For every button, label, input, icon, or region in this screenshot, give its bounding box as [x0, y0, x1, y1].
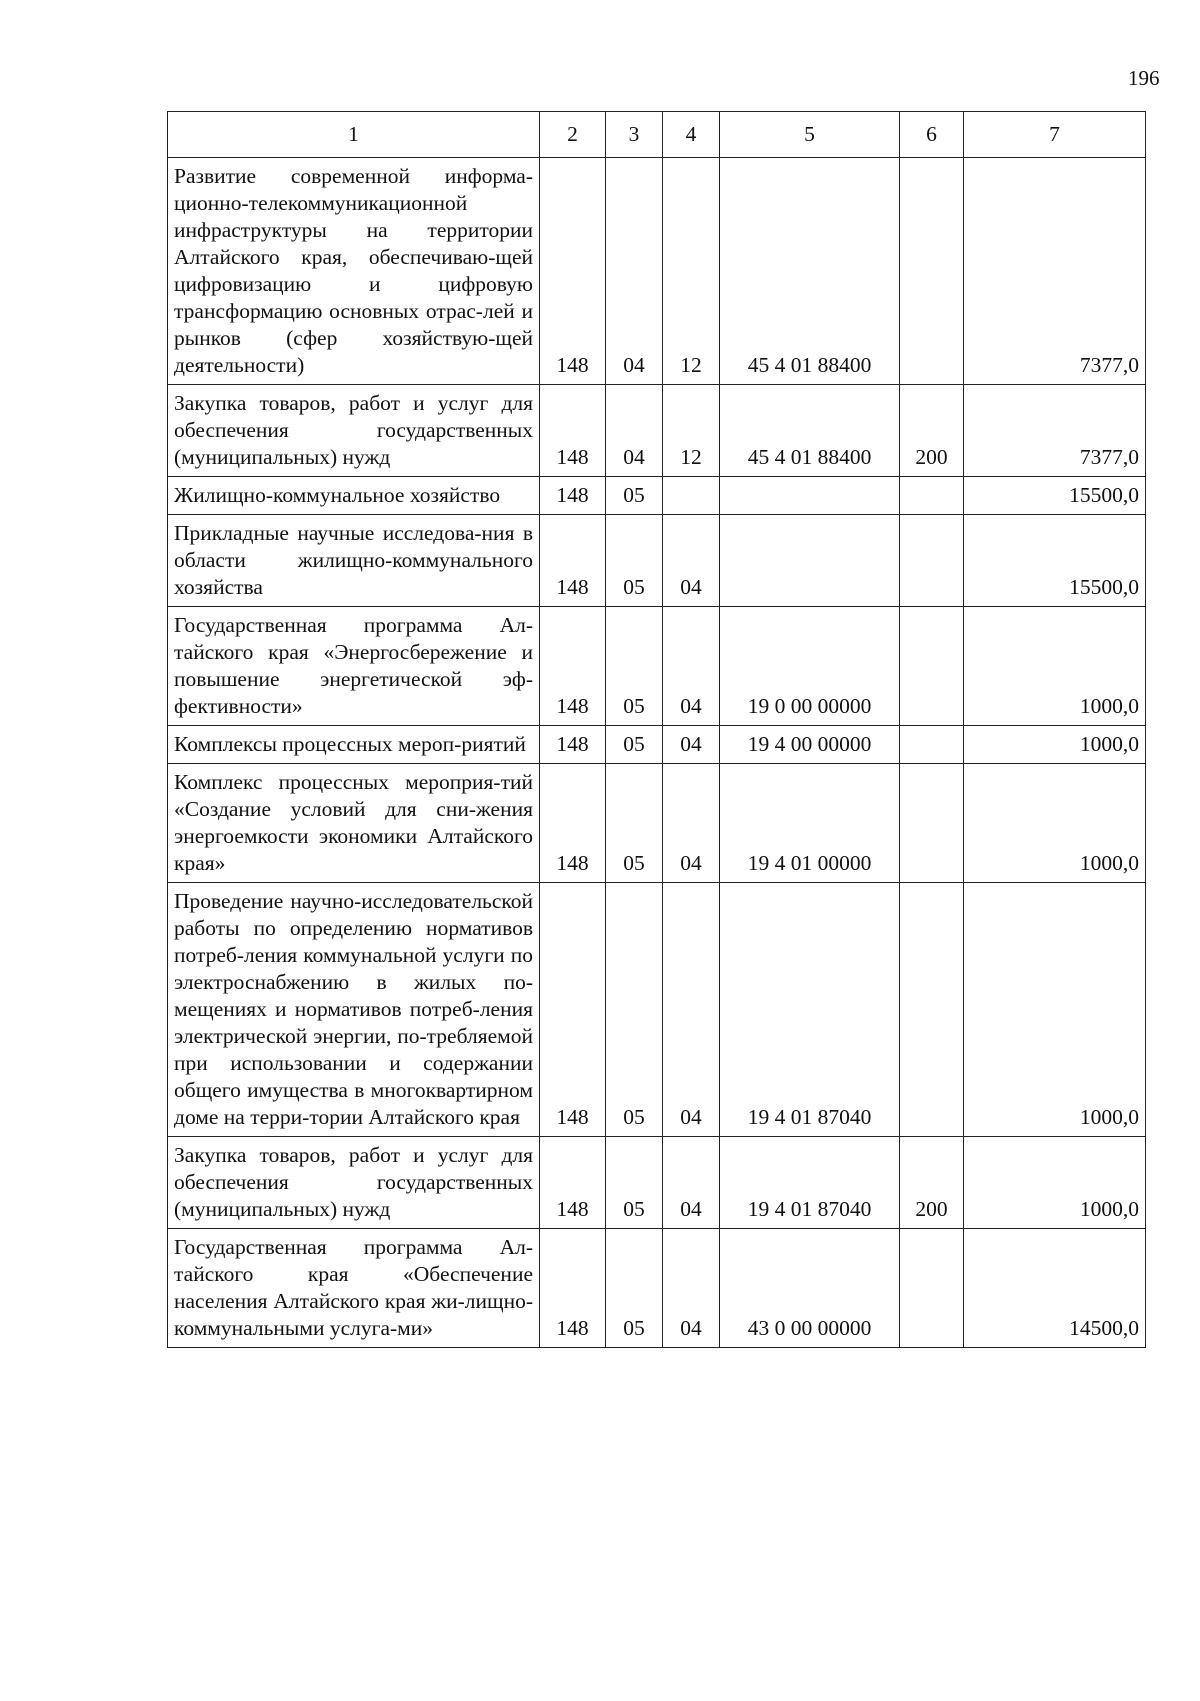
table-row: [168, 477, 1146, 515]
row-description: Закупка товаров, работ и услуг для обеспечения государственных (муниципальных) нужд: [168, 385, 540, 477]
header-cell: 5: [720, 112, 900, 158]
row-col-3: 05: [606, 477, 663, 515]
row-col-6: [900, 1229, 964, 1348]
table-row: [168, 726, 1146, 764]
row-col-2: 148: [540, 385, 606, 477]
table-header-row: [168, 112, 1146, 158]
row-col-4: 04: [663, 764, 720, 883]
row-col-3: 05: [606, 1229, 663, 1348]
row-col-4: 12: [663, 385, 720, 477]
table-row: [168, 1229, 1146, 1348]
row-amount: 1000,0: [964, 726, 1146, 764]
budget-table: [167, 111, 1146, 1348]
row-col-5: 19 4 01 87040: [720, 1137, 900, 1229]
row-col-3: 05: [606, 515, 663, 607]
row-amount: 14500,0: [964, 1229, 1146, 1348]
row-col-5: [720, 515, 900, 607]
row-col-4: [663, 477, 720, 515]
row-col-4: 04: [663, 515, 720, 607]
row-description: Жилищно-коммунальное хозяйство: [168, 477, 540, 515]
row-col-3: 04: [606, 385, 663, 477]
row-col-4: 04: [663, 883, 720, 1137]
row-amount: 15500,0: [964, 515, 1146, 607]
header-cell: 7: [964, 112, 1146, 158]
row-col-2: 148: [540, 883, 606, 1137]
row-col-2: 148: [540, 764, 606, 883]
table-row: [168, 158, 1146, 385]
row-col-4: 04: [663, 726, 720, 764]
row-col-2: 148: [540, 1229, 606, 1348]
row-description: Закупка товаров, работ и услуг для обеспечения государственных (муниципальных) нужд: [168, 1137, 540, 1229]
header-cell: 6: [900, 112, 964, 158]
row-col-6: [900, 477, 964, 515]
table-row: [168, 607, 1146, 726]
row-col-5: 19 4 01 87040: [720, 883, 900, 1137]
row-col-6: [900, 764, 964, 883]
header-cell: 1: [168, 112, 540, 158]
row-col-4: 04: [663, 1229, 720, 1348]
row-amount: 7377,0: [964, 385, 1146, 477]
row-col-2: 148: [540, 477, 606, 515]
table-row: [168, 883, 1146, 1137]
header-cell: 3: [606, 112, 663, 158]
row-col-6: [900, 607, 964, 726]
row-amount: 1000,0: [964, 1137, 1146, 1229]
row-col-2: 148: [540, 726, 606, 764]
row-description: Проведение научно-исследовательской работы по определению нормативов потреб-ления коммунальной услуги по электроснабжению в жилых по-мещениях и нормативов потреб-ления электрической энергии, по-требляемой при использовании и содержании общего имущества в многоквартирном доме на терри-тории Алтайского края: [168, 883, 540, 1137]
row-description: Государственная программа Ал-тайского края «Энергосбережение и повышение энергетической эф-фективности»: [168, 607, 540, 726]
row-col-6: [900, 883, 964, 1137]
row-col-4: 12: [663, 158, 720, 385]
row-col-2: 148: [540, 1137, 606, 1229]
row-col-6: [900, 515, 964, 607]
row-col-3: 04: [606, 158, 663, 385]
row-col-5: 45 4 01 88400: [720, 158, 900, 385]
row-col-6: 200: [900, 1137, 964, 1229]
row-col-5: 19 0 00 00000: [720, 607, 900, 726]
row-description: Комплексы процессных мероп-риятий: [168, 726, 540, 764]
row-description: Развитие современной информа-ционно-телекоммуникационной инфраструктуры на территории Алтайского края, обеспечиваю-щей цифровизацию и цифровую трансформацию основных отрас-лей и рынков (сфер хозяйствую-щей деятельности): [168, 158, 540, 385]
row-amount: 1000,0: [964, 883, 1146, 1137]
row-col-5: 45 4 01 88400: [720, 385, 900, 477]
page-number: 196: [1128, 66, 1160, 90]
row-col-5: 19 4 00 00000: [720, 726, 900, 764]
row-col-2: 148: [540, 158, 606, 385]
row-col-2: 148: [540, 515, 606, 607]
table-row: [168, 764, 1146, 883]
row-col-6: [900, 726, 964, 764]
row-col-6: [900, 158, 964, 385]
row-col-4: 04: [663, 1137, 720, 1229]
row-description: Прикладные научные исследова-ния в области жилищно-коммунального хозяйства: [168, 515, 540, 607]
row-amount: 1000,0: [964, 764, 1146, 883]
row-description: Комплекс процессных мероприя-тий «Создание условий для сни-жения энергоемкости экономики Алтайского края»: [168, 764, 540, 883]
row-col-5: 19 4 01 00000: [720, 764, 900, 883]
row-col-5: [720, 477, 900, 515]
row-col-2: 148: [540, 607, 606, 726]
table-row: [168, 515, 1146, 607]
row-amount: 1000,0: [964, 607, 1146, 726]
row-amount: 7377,0: [964, 158, 1146, 385]
header-cell: 2: [540, 112, 606, 158]
header-cell: 4: [663, 112, 720, 158]
row-description: Государственная программа Ал-тайского края «Обеспечение населения Алтайского края жи-лищно-коммунальными услуга-ми»: [168, 1229, 540, 1348]
row-col-3: 05: [606, 1137, 663, 1229]
row-amount: 15500,0: [964, 477, 1146, 515]
row-col-3: 05: [606, 883, 663, 1137]
row-col-3: 05: [606, 726, 663, 764]
row-col-3: 05: [606, 764, 663, 883]
row-col-3: 05: [606, 607, 663, 726]
row-col-6: 200: [900, 385, 964, 477]
row-col-4: 04: [663, 607, 720, 726]
row-col-5: 43 0 00 00000: [720, 1229, 900, 1348]
table-row: [168, 1137, 1146, 1229]
table-row: [168, 385, 1146, 477]
